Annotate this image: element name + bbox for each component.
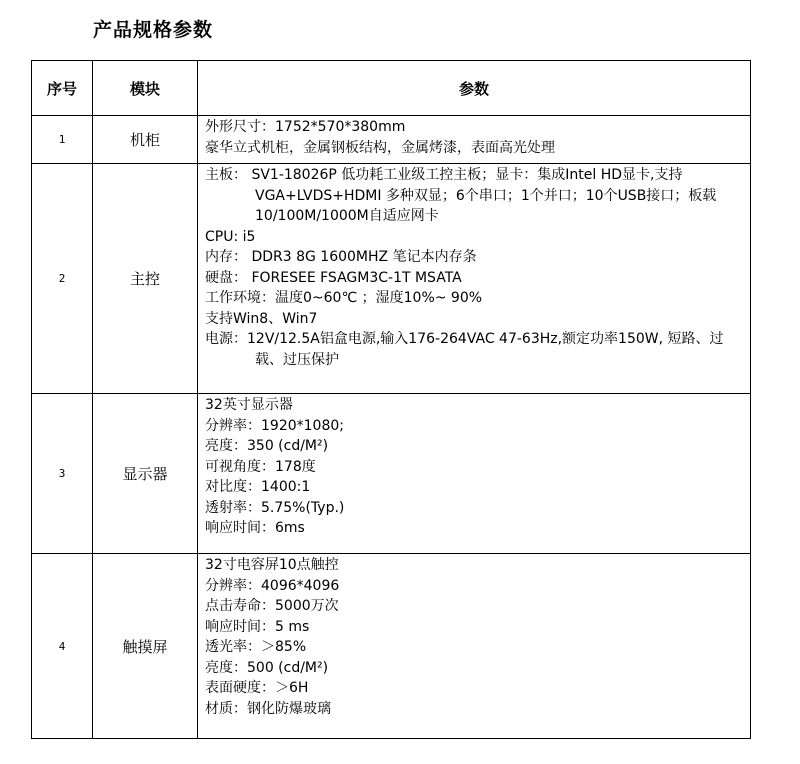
param-line: 主板： SV1-18026P 低功耗工业级工控主板；显卡：集成Intel HD显卡,支持 VGA+LVDS+HDMI 多种双显；6个串口；1个并口；10个USB接口；板载10/100M/1000M自适应网卡 — [205, 167, 717, 224]
table-row — [32, 116, 751, 164]
param-line: 材质：钢化防爆玻璃 — [205, 700, 331, 717]
header-params: 参数 — [198, 61, 751, 116]
param-line: 硬盘： FORESEE FSAGM3C-1T MSATA — [205, 269, 462, 286]
row-module: 显示器 — [93, 394, 198, 554]
param-line: 透射率：5.75%(Typ.) — [205, 499, 345, 516]
row-module: 触摸屏 — [93, 554, 198, 739]
row-params — [198, 164, 751, 394]
spec-table — [31, 60, 751, 739]
param-line: 可视角度：178度 — [205, 458, 316, 475]
param-line: 点击寿命：5000万次 — [205, 598, 339, 614]
param-line: 工作环境：温度0~60℃ ；湿度10%~ 90% — [205, 290, 483, 306]
param-line: 分辨率：4096*4096 — [205, 577, 340, 594]
param-line: 32寸电容屏10点触控 — [205, 557, 339, 573]
row-index: 3 — [32, 394, 93, 554]
table-header-row — [32, 61, 751, 116]
param-line: 对比度：1400:1 — [205, 479, 311, 495]
param-line: 透光率：＞85% — [205, 639, 307, 655]
row-index: 4 — [32, 554, 93, 739]
row-index: 2 — [32, 164, 93, 394]
param-line: 响应时间：5 ms — [205, 618, 310, 635]
row-params — [198, 116, 751, 164]
row-params — [198, 554, 751, 739]
param-line: 亮度：350 (cd/M²) — [205, 438, 329, 454]
param-line: 电源：12V/12.5A铝盒电源,输入176-264VAC 47-63Hz,额定功率150W, 短路、过载、过压保护 — [205, 331, 724, 368]
page-title: 产品规格参数 — [93, 19, 214, 41]
row-params — [198, 394, 751, 554]
row-index: 1 — [32, 116, 93, 164]
param-line: 内存： DDR3 8G 1600MHZ 笔记本内存条 — [205, 249, 477, 265]
param-line: 支持Win8、Win7 — [205, 310, 318, 327]
row-module: 主控 — [93, 164, 198, 394]
param-line: 表面硬度：＞6H — [205, 680, 309, 696]
header-index: 序号 — [32, 61, 93, 116]
param-line: 响应时间：6ms — [205, 520, 305, 536]
row-module: 机柜 — [93, 116, 198, 164]
table-row — [32, 554, 751, 739]
header-module: 模块 — [93, 61, 198, 116]
param-line: 外形尺寸：1752*570*380mm — [205, 119, 406, 135]
param-line: CPU: i5 — [205, 228, 256, 245]
param-line: 豪华立式机柜，金属钢板结构，金属烤漆，表面高光处理 — [205, 139, 555, 156]
table-row — [32, 394, 751, 554]
table-row — [32, 164, 751, 394]
param-line: 亮度：500 (cd/M²) — [205, 659, 329, 676]
param-line: 32英寸显示器 — [205, 397, 293, 413]
param-line: 分辨率：1920*1080; — [205, 417, 344, 434]
